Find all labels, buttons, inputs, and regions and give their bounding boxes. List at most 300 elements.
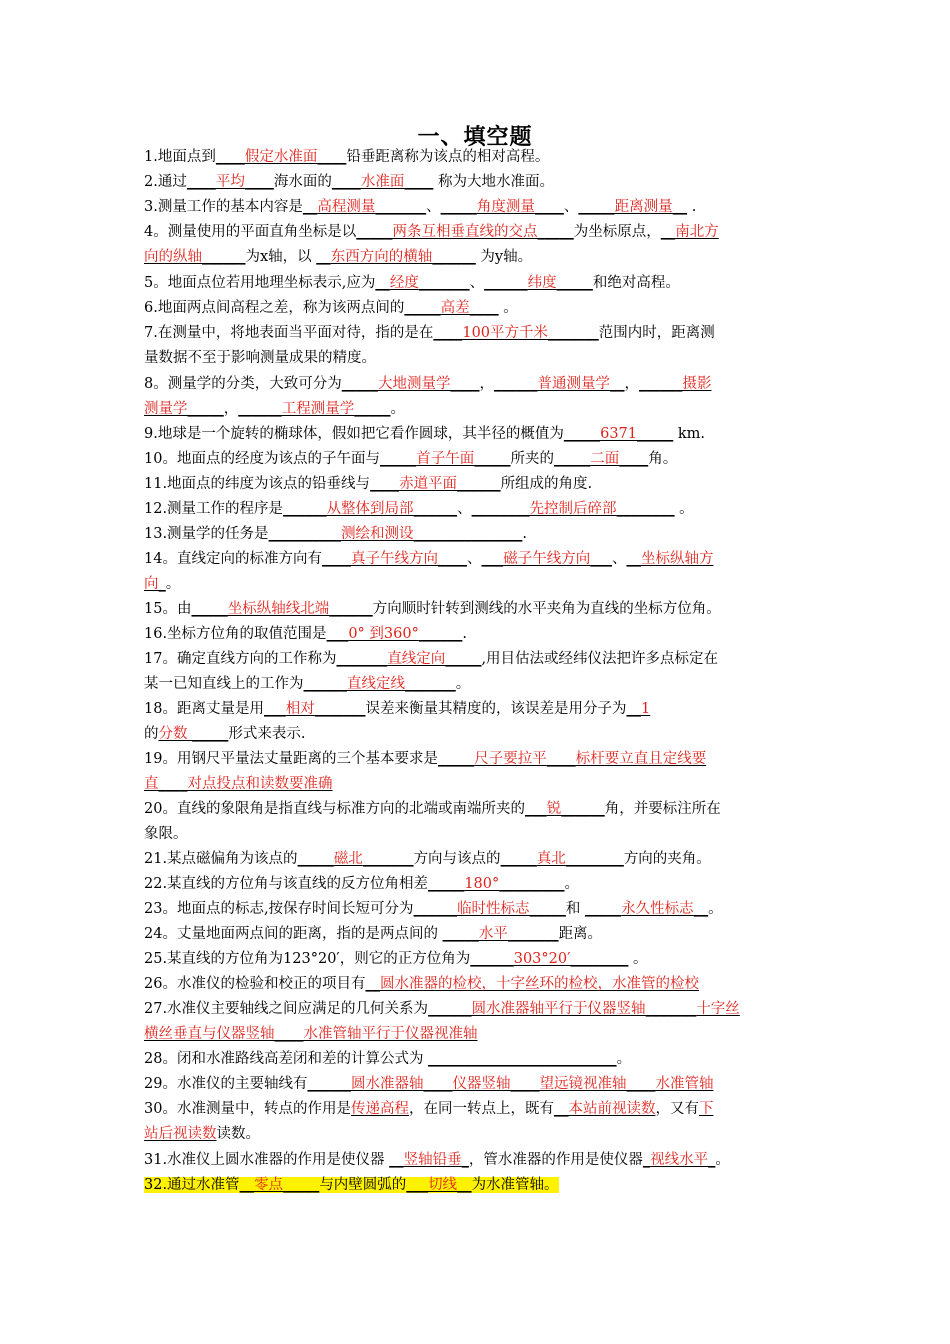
answer-text: 标杆要立直且定线要 xyxy=(575,751,707,767)
question-text: 度 xyxy=(466,701,482,717)
question-2 xyxy=(144,170,808,195)
blank-line: ___ xyxy=(406,1177,429,1193)
blank-line: _______ xyxy=(507,926,559,942)
question-line xyxy=(144,922,808,947)
question-text: ， xyxy=(479,376,494,392)
question-29 xyxy=(144,1072,808,1097)
blank-line: _____ xyxy=(297,851,334,867)
question-line xyxy=(144,497,808,522)
blank-line: ______ xyxy=(303,676,347,693)
blank-line: __ xyxy=(672,199,688,215)
question-text: ，在同一转点上，既有 xyxy=(408,1101,554,1117)
question-line xyxy=(144,572,808,597)
question-text: 7.在测量中，将地表面当平面对待，指的是在 xyxy=(144,325,434,341)
question-line xyxy=(144,647,808,672)
answer-text: 高程测量 xyxy=(317,199,376,215)
question-text: 、 xyxy=(563,199,579,215)
question-text: 象限。 xyxy=(144,826,188,843)
question-line xyxy=(144,997,808,1022)
question-line xyxy=(144,321,808,346)
blank-line: ____ xyxy=(546,751,576,767)
answer-text: 普通测量学 xyxy=(537,376,610,392)
question-text: 分 xyxy=(582,701,598,717)
answer-text: 0° 到360° xyxy=(348,626,419,642)
answer-text: 传递高程 xyxy=(350,1101,409,1117)
blank-line: _____ xyxy=(637,426,674,442)
blank-line: ______ xyxy=(484,275,528,291)
blank-line: ____ xyxy=(370,476,400,492)
question-text: 19。用钢尺平量法丈量距离的三个基本要求是 xyxy=(144,751,438,767)
highlight xyxy=(144,1177,559,1193)
answer-text: 临时性标志 xyxy=(457,901,530,917)
blank-line: _______ xyxy=(362,851,414,867)
question-text: 为 xyxy=(611,701,627,717)
question-line xyxy=(144,145,808,170)
answer-text: 赤道平面 xyxy=(399,476,458,492)
question-line xyxy=(144,1072,808,1097)
question-text: 29。水准仪的主要轴线有 xyxy=(144,1076,308,1092)
blank-line: ______ xyxy=(561,801,605,817)
blank-line: ______ xyxy=(202,249,246,266)
question-text: 子 xyxy=(597,701,612,717)
question-12 xyxy=(144,497,808,522)
question-text: 2.通过 xyxy=(144,174,187,190)
answer-text: 南北方 xyxy=(675,224,719,240)
question-21 xyxy=(144,847,808,872)
blank-line: _______ xyxy=(314,701,366,717)
question-line xyxy=(144,1122,808,1147)
page-title: 一、填空题 xyxy=(417,125,533,150)
question-text: 23。地面点的标志,按保存时间长短可分为 xyxy=(144,901,414,917)
blank-line: ________ xyxy=(471,501,530,517)
question-10 xyxy=(144,447,808,472)
blank-line: _ xyxy=(158,576,166,593)
question-text: 所夹的 xyxy=(510,451,554,467)
question-text: . xyxy=(687,199,697,215)
blank-line: ____ xyxy=(619,451,649,467)
question-text: 。 xyxy=(674,501,694,517)
question-4 xyxy=(144,220,808,271)
question-text: 、 xyxy=(469,275,485,291)
question-text: 精 xyxy=(452,701,467,717)
question-text: 用 xyxy=(568,701,583,717)
question-text: 1.地面点到 xyxy=(144,149,216,165)
answer-text: 锐 xyxy=(546,801,562,817)
blank-line: ____ xyxy=(534,199,564,215)
answer-text: 水准管轴平行于仪器视准轴 xyxy=(303,1026,478,1043)
blank-line: __ xyxy=(316,249,331,266)
blank-line: _____ xyxy=(442,926,479,942)
question-7 xyxy=(144,321,808,372)
question-line xyxy=(144,397,808,422)
question-line xyxy=(144,1047,808,1072)
question-text: 形式来表示. xyxy=(228,726,306,743)
blank-line: ____ xyxy=(215,149,245,165)
question-3 xyxy=(144,195,808,220)
question-line xyxy=(144,346,808,371)
question-text: 是 xyxy=(234,701,250,717)
blank-line: __ xyxy=(626,701,641,717)
question-text: 。 xyxy=(628,951,648,967)
blank-line: __ xyxy=(693,901,709,917)
question-line xyxy=(144,1173,808,1198)
answer-text: 直 xyxy=(144,776,159,793)
question-26 xyxy=(144,972,808,997)
question-text: 20。直线的象限角是指直线与标准方向的北端或南端所夹的 xyxy=(144,801,525,817)
question-line xyxy=(144,772,808,797)
question-text: ， xyxy=(495,701,511,717)
blank-line: ____ xyxy=(186,174,216,190)
blank-line: _________ xyxy=(499,876,565,892)
answer-text: 180° xyxy=(464,876,500,892)
question-text: 。 xyxy=(455,676,471,693)
question-line xyxy=(144,1148,808,1173)
answer-text: 先控制后碎部 xyxy=(529,501,617,517)
answer-text: 真子午线方向 xyxy=(350,551,438,567)
blank-line: _______ xyxy=(375,199,427,215)
question-text: 衡 xyxy=(408,701,424,717)
answer-text: 303°20′ xyxy=(513,951,571,967)
blank-line: _____ xyxy=(584,901,622,917)
blank-line: ________ xyxy=(616,501,675,517)
question-text: . xyxy=(522,526,527,542)
answer-text: 坐标纵轴线北端 xyxy=(227,601,330,617)
blank-line: ______ xyxy=(413,501,458,517)
answer-text: 本站前视读数 xyxy=(568,1101,656,1117)
question-text: 的 xyxy=(144,726,159,743)
question-text: 21.某点磁偏角为该点的 xyxy=(144,851,298,867)
question-line xyxy=(144,622,808,647)
answer-text: 分数 xyxy=(158,726,188,743)
question-19 xyxy=(144,747,808,798)
blank-line: _____ xyxy=(428,876,465,892)
question-text: 14。直线定向的标准方向有 xyxy=(144,551,322,567)
question-text: ， xyxy=(624,376,639,392)
question-text: 17。确定直线方向的工作称为 xyxy=(144,651,337,667)
blank-line: ____ xyxy=(626,1076,656,1092)
answer-text: 100平方千米 xyxy=(462,325,549,341)
question-5 xyxy=(144,271,808,296)
blank-line: ______ xyxy=(413,901,458,917)
question-text: 27.水准仪主要轴线之间应满足的几何关系为 xyxy=(144,1001,429,1017)
question-text: 方向与该点的 xyxy=(413,851,501,867)
blank-line: ______ xyxy=(638,376,683,392)
answer-text: 1 xyxy=(640,701,651,717)
blank-line: _______ xyxy=(418,275,470,291)
blank-line: ______ xyxy=(238,401,282,418)
answer-text: 望远镜视准轴 xyxy=(539,1076,627,1092)
question-text: 和 xyxy=(565,901,585,917)
blank-line: ____ xyxy=(321,551,351,567)
question-text: 32 xyxy=(144,1177,163,1193)
question-line xyxy=(144,972,808,997)
blank-line: ____ xyxy=(437,551,467,567)
question-text: 28。闭和水准路线高差闭和差的计算公式为 xyxy=(144,1051,429,1067)
question-text: 。 xyxy=(616,1051,632,1067)
question-text: 10。地面点的经度为该点的子午面与 xyxy=(144,451,380,467)
question-line xyxy=(144,947,808,972)
question-text: 差 xyxy=(539,701,554,717)
answer-text: 圆水准器轴 xyxy=(350,1076,424,1092)
question-22 xyxy=(144,872,808,897)
question-line xyxy=(144,547,808,572)
answer-text: 真北 xyxy=(536,851,566,867)
question-text: .通过水准管 xyxy=(162,1177,240,1193)
question-text: 其 xyxy=(437,701,453,717)
question-line xyxy=(144,672,808,697)
blank-line: __ xyxy=(375,275,390,291)
answer-text: 圆水准器轴平行于仪器竖轴 xyxy=(471,1001,646,1017)
question-text: 、 xyxy=(466,551,482,567)
question-1 xyxy=(144,145,808,170)
question-line xyxy=(144,1097,808,1122)
blank-line: _ xyxy=(708,1152,716,1168)
question-8 xyxy=(144,372,808,423)
answer-text: 水准管轴 xyxy=(655,1076,714,1092)
blank-line: _____ xyxy=(437,751,475,767)
blank-line: ______ xyxy=(493,376,538,392)
blank-line: _____ xyxy=(537,224,574,240)
question-text: 用 xyxy=(249,701,264,717)
question-text: 24。丈量地面两点间的距离，指的是两点间的 xyxy=(144,926,443,942)
blank-line: ______ xyxy=(283,501,327,517)
answer-text: 测绘和测设 xyxy=(341,526,414,542)
answer-text: 直线定向 xyxy=(387,651,446,667)
answer-text: 二面 xyxy=(590,451,620,467)
question-text: 13.测量学的任务是 xyxy=(144,526,269,542)
question-text: 4。测量使用的平面直角坐标是以 xyxy=(144,224,357,240)
blank-line: __ xyxy=(457,1177,472,1193)
blank-line: __ xyxy=(302,199,318,215)
answer-text: 横丝垂直与仪器竖轴 xyxy=(144,1026,275,1043)
question-text: 来 xyxy=(394,701,409,717)
question-line xyxy=(144,722,808,747)
answer-text: 水准面 xyxy=(360,174,405,190)
answer-text: 角度测量 xyxy=(476,199,535,215)
blank-line: ____ xyxy=(450,376,480,392)
question-15 xyxy=(144,597,808,622)
question-text: 距离。 xyxy=(558,926,603,942)
blank-line: ___ xyxy=(524,801,547,817)
question-text: ，又有 xyxy=(655,1101,699,1117)
question-line xyxy=(144,822,808,847)
answer-text: 站后视读数 xyxy=(144,1126,217,1143)
answer-text: 经度 xyxy=(389,275,419,291)
question-text: 18。 xyxy=(144,701,177,717)
blank-line: __ xyxy=(626,551,641,567)
blank-line: ______ xyxy=(457,476,501,492)
answer-text: 向的纵轴 xyxy=(144,249,202,266)
question-text: 8。测量学的分类，大致可分为 xyxy=(144,376,342,392)
question-text: 25.某直线的方位角为123°20′，则它的正方位角为 xyxy=(144,951,471,967)
blank-line: ______ xyxy=(432,249,476,266)
question-text: 31.水准仪上圆水准器的作用是使仪器 xyxy=(144,1152,390,1168)
question-line xyxy=(144,897,808,922)
answer-text: 测量学 xyxy=(144,401,188,418)
question-text: 方向顺时针转到测线的水平夹角为直线的坐标方位角。 xyxy=(372,601,721,617)
answer-text: 首子午面 xyxy=(416,451,475,467)
question-24 xyxy=(144,922,808,947)
question-line xyxy=(144,422,808,447)
question-line xyxy=(144,747,808,772)
question-line xyxy=(144,797,808,822)
question-text: 。 xyxy=(498,300,518,316)
answer-text: 东西方向的横轴 xyxy=(330,249,433,266)
question-25 xyxy=(144,947,808,972)
blank-line: ____ xyxy=(469,300,499,316)
question-text: 方向的夹角。 xyxy=(623,851,711,867)
blank-line: _____ xyxy=(440,199,477,215)
blank-line: _____ xyxy=(563,426,601,442)
blank-line: ____ xyxy=(158,776,188,793)
blank-line: _____ xyxy=(500,851,537,867)
answer-text: 零点 xyxy=(254,1177,284,1193)
question-text: 为坐标原点， xyxy=(573,224,661,240)
blank-line: ____ xyxy=(244,174,274,190)
question-23 xyxy=(144,897,808,922)
question-text: ，管水准器的作用是使仪器 xyxy=(468,1152,643,1168)
blank-line: __ xyxy=(553,1101,569,1117)
answer-text: 假定水准面 xyxy=(244,149,318,165)
question-text: 角，并要标注所在 xyxy=(604,801,721,817)
blank-line: _____ xyxy=(187,401,224,418)
question-text: km. xyxy=(673,426,706,442)
question-text: 和绝对高程。 xyxy=(592,275,680,291)
answer-text: 两条互相垂直线的交点 xyxy=(392,224,538,240)
question-text: 铅垂距离称为该点的相对高程。 xyxy=(346,149,550,165)
blank-line: __ xyxy=(609,376,625,392)
blank-line: __________ xyxy=(268,526,342,542)
blank-line: _ xyxy=(461,1152,469,1168)
answer-text: 向 xyxy=(144,576,159,593)
blank-line: ________ xyxy=(565,851,624,867)
blank-line: _____ xyxy=(187,726,229,743)
answer-text: 纬度 xyxy=(527,275,557,291)
question-text: 丈 xyxy=(205,701,221,717)
blank-line: _______________ xyxy=(413,526,523,542)
question-text: 。 xyxy=(564,876,579,892)
blank-line: _____ xyxy=(474,451,511,467)
blank-line: ___ xyxy=(481,551,504,567)
blank-line: ______ xyxy=(428,1001,472,1017)
question-text: . xyxy=(462,626,467,642)
question-text: 量 xyxy=(220,701,235,717)
answer-text: 十字丝 xyxy=(696,1001,740,1017)
question-32 xyxy=(144,1173,808,1198)
question-line xyxy=(144,597,808,622)
question-text: 角。 xyxy=(648,451,678,467)
question-11 xyxy=(144,472,808,497)
question-text: 16.坐标方位角的取值范围是 xyxy=(144,626,327,642)
question-text: 、 xyxy=(457,501,472,517)
answer-text: 大地测量学 xyxy=(377,376,451,392)
question-text: 误 xyxy=(524,701,540,717)
question-27 xyxy=(144,997,808,1048)
question-text: 22.某直线的方位角与该直线的反方位角相差 xyxy=(144,876,429,892)
question-14 xyxy=(144,547,808,598)
question-17 xyxy=(144,647,808,698)
question-text: 范围内时，距离测 xyxy=(598,325,715,341)
question-line xyxy=(144,220,808,245)
blank-line: ___ xyxy=(263,701,286,717)
blank-line: _______ xyxy=(405,676,456,693)
question-text: 26。水准仪的检验和校正的项目有 xyxy=(144,976,366,992)
question-text: 为y轴。 xyxy=(475,249,533,266)
blank-line: ___ xyxy=(326,626,349,642)
question-text: 。 xyxy=(165,576,181,593)
question-text: 。 xyxy=(708,901,723,917)
answer-text: 直线定线 xyxy=(347,676,405,693)
question-line xyxy=(144,522,808,547)
blank-line: ____ xyxy=(404,174,434,190)
blank-line: _____ xyxy=(556,275,593,291)
answer-text: 距离测量 xyxy=(614,199,673,215)
question-text: 与内壁圆弧的 xyxy=(319,1177,407,1193)
question-text: 差 xyxy=(379,701,395,717)
question-line xyxy=(144,170,808,195)
blank-line: ____ xyxy=(433,325,463,341)
question-text: 误 xyxy=(365,701,380,717)
question-text: 读数。 xyxy=(216,1126,260,1143)
answer-text: 切线 xyxy=(428,1177,458,1193)
question-text: 该 xyxy=(510,701,525,717)
answer-text: 尺子要拉平 xyxy=(474,751,547,767)
question-text: 为水准管轴。 xyxy=(471,1177,559,1193)
blank-line: ____ xyxy=(510,1076,540,1092)
answer-text: 磁子午线方向 xyxy=(503,551,591,567)
question-text: 、 xyxy=(611,551,627,567)
answer-text: 摄影 xyxy=(682,376,712,392)
question-30 xyxy=(144,1097,808,1148)
answer-text: 下 xyxy=(698,1101,714,1117)
question-line xyxy=(144,472,808,497)
question-text: 所组成的角度. xyxy=(500,476,593,492)
answer-text: 竖轴铅垂 xyxy=(403,1152,462,1168)
blank-line: _ xyxy=(642,1152,651,1168)
question-text: ， xyxy=(223,401,239,418)
answer-text: 永久性标志 xyxy=(621,901,694,917)
blank-line: _______ xyxy=(548,325,599,341)
answer-text: 视线水平 xyxy=(650,1152,709,1168)
question-line xyxy=(144,847,808,872)
blank-line: _______ xyxy=(645,1001,697,1017)
blank-line: ________ xyxy=(570,951,629,967)
blank-line: _____ xyxy=(404,300,441,316)
question-31 xyxy=(144,1148,808,1173)
question-16 xyxy=(144,622,808,647)
question-line xyxy=(144,447,808,472)
question-text: 距 xyxy=(176,701,192,717)
question-text: 的 xyxy=(481,701,496,717)
blank-line: _____ xyxy=(529,901,566,917)
blank-line: ____ xyxy=(331,174,361,190)
blank-line: ____ xyxy=(423,1076,453,1092)
question-18 xyxy=(144,697,808,748)
question-line xyxy=(144,245,808,270)
question-text: 。 xyxy=(715,1152,730,1168)
question-line xyxy=(144,372,808,397)
question-text: 离 xyxy=(191,701,206,717)
answer-text: 6371 xyxy=(600,426,637,442)
question-text: 15。由 xyxy=(144,601,192,617)
blank-line: _____ xyxy=(283,1177,320,1193)
question-line xyxy=(144,296,808,321)
answer-text: 仪器竖轴 xyxy=(452,1076,511,1092)
question-line xyxy=(144,195,808,220)
question-text: 量数据不至于影响测量成果的精度。 xyxy=(144,350,376,367)
question-text: 某一已知直线上的工作为 xyxy=(144,676,304,693)
answer-text: 对点投点和读数要准确 xyxy=(187,776,333,793)
